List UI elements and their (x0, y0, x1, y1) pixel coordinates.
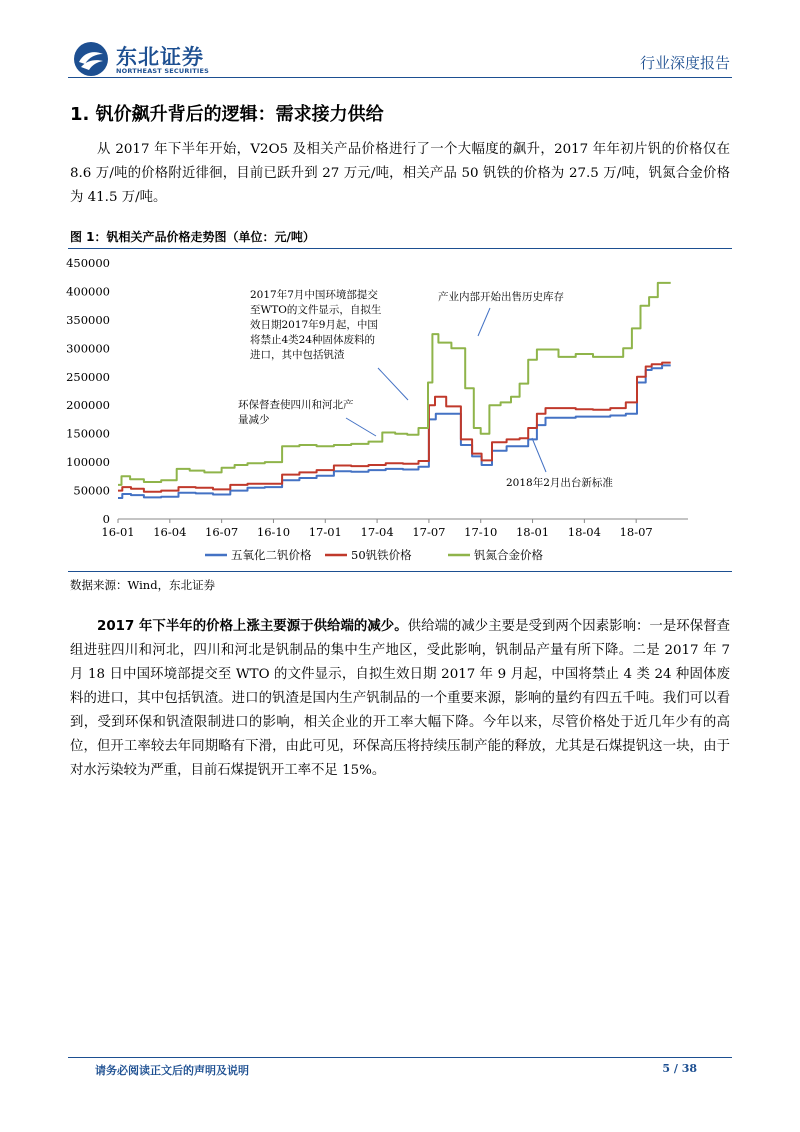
page-number: 5 / 38 (662, 1062, 697, 1075)
logo-emblem-icon (72, 40, 110, 78)
y-tick-label: 200000 (66, 398, 110, 413)
x-tick-label: 18-07 (619, 525, 653, 539)
brand-logo (72, 40, 232, 80)
x-tick-label: 17-07 (412, 525, 446, 539)
y-tick-label: 50000 (73, 483, 110, 498)
chart-annotation-line: 效日期2017年9月起，中国 (250, 319, 378, 331)
y-tick-label: 100000 (66, 455, 110, 470)
price-trend-chart (60, 250, 750, 570)
footer-divider (68, 1057, 732, 1058)
annotation-leader-line (478, 308, 490, 336)
figure-top-rule (68, 248, 732, 249)
annotation-leader-line (346, 418, 376, 436)
x-tick-label: 16-07 (205, 525, 239, 539)
chart-annotation-line: 环保督查使四川和河北产 (238, 399, 354, 411)
intro-paragraph: 从 2017 年下半年开始，V2O5 及相关产品价格进行了一个大幅度的飙升，2017 年年初片钒的价格仅在 8.6 万/吨的价格附近徘徊，目前已跃升到 27 万元/吨，相关产品 50 钒铁的价格为 27.5 万/吨，钒氮合金价格为 41.5 万/吨。 (70, 142, 730, 205)
series-line-3 (118, 283, 671, 485)
figure-caption: 图 1：钒相关产品价格走势图（单位：元/吨） (70, 230, 315, 244)
y-tick-label: 400000 (66, 284, 110, 299)
figure-source: 数据来源：Wind，东北证券 (70, 578, 216, 592)
annotation-leader-line (532, 438, 546, 472)
x-tick-label: 16-01 (101, 525, 135, 539)
legend-label-3: 钒氮合金价格 (474, 548, 543, 562)
chart-annotation-line: 产业内部开始出售历史库存 (438, 291, 564, 303)
y-tick-label: 300000 (66, 341, 110, 356)
figure-bottom-rule (68, 571, 732, 572)
x-tick-label: 18-01 (515, 525, 550, 539)
x-tick-label: 17-10 (464, 525, 498, 539)
legend-label-2: 50钒铁价格 (351, 548, 412, 562)
series-line-2 (118, 363, 671, 492)
logo-chinese-text: 东北证券 (116, 45, 204, 69)
chart-annotation-line: 至WTO的文件显示，自拟生 (250, 304, 382, 316)
annotation-leader-line (378, 368, 408, 400)
y-tick-label: 450000 (66, 256, 110, 270)
x-tick-label: 17-04 (360, 525, 394, 539)
chart-annotation-line: 2018年2月出台新标准 (506, 477, 613, 489)
header-divider (68, 77, 732, 78)
chart-annotation-line: 量减少 (238, 414, 270, 426)
x-tick-label: 18-04 (567, 525, 601, 539)
chart-annotation-line: 将禁止4类24种固体废料的 (250, 334, 376, 346)
analysis-body: 供给端的减少主要是受到两个因素影响：一是环保督查组进驻四川和河北，四川和河北是钒制品的集中生产地区，受此影响，钒制品产量有所下降。二是 2017 年 7 月 18 日中国环境部提交至 WTO 的文件显示，自拟生效日期 2017 年 9 月起，中国将禁止 4 类 24 种固体废料的进口，其中包括钒渣。进口的钒渣是国内生产钒制品的一个重要来源，影响的量约有四五千吨。我们可以看到，受到环保和钒渣限制进口的影响，相关企业的开工率大幅下降。今年以来，尽管价格处于近几年少有的高位，但开工率较去年同期略有下滑，由此可见，环保高压将持续压制产能的释放，尤其是石煤提钒这一块，由于对水污染较为严重，目前石煤提钒开工率不足 15%。 (70, 619, 730, 778)
footer-disclaimer: 请务必阅读正文后的声明及说明 (95, 1064, 249, 1077)
report-type-label: 行业深度报告 (639, 54, 730, 72)
x-tick-label: 17-01 (308, 525, 342, 539)
x-tick-label: 16-10 (256, 525, 291, 539)
section-heading: 1. 钒价飙升背后的逻辑：需求接力供给 (70, 104, 384, 125)
y-tick-label: 250000 (66, 369, 110, 384)
x-tick-label: 16-04 (153, 525, 187, 539)
analysis-lead-sentence: 2017 年下半年的价格上涨主要源于供给端的减少。 (97, 619, 408, 634)
chart-annotation-line: 进口，其中包括钒渣 (250, 349, 345, 361)
chart-annotation-line: 2017年7月中国环境部提交 (250, 289, 378, 301)
logo-english-text: NORTHEAST SECURITIES (116, 67, 209, 75)
y-tick-label: 0 (102, 512, 110, 526)
analysis-paragraph (70, 615, 730, 783)
legend-label-1: 五氧化二钒价格 (231, 548, 312, 562)
y-tick-label: 350000 (66, 312, 110, 327)
y-tick-label: 150000 (66, 426, 110, 441)
